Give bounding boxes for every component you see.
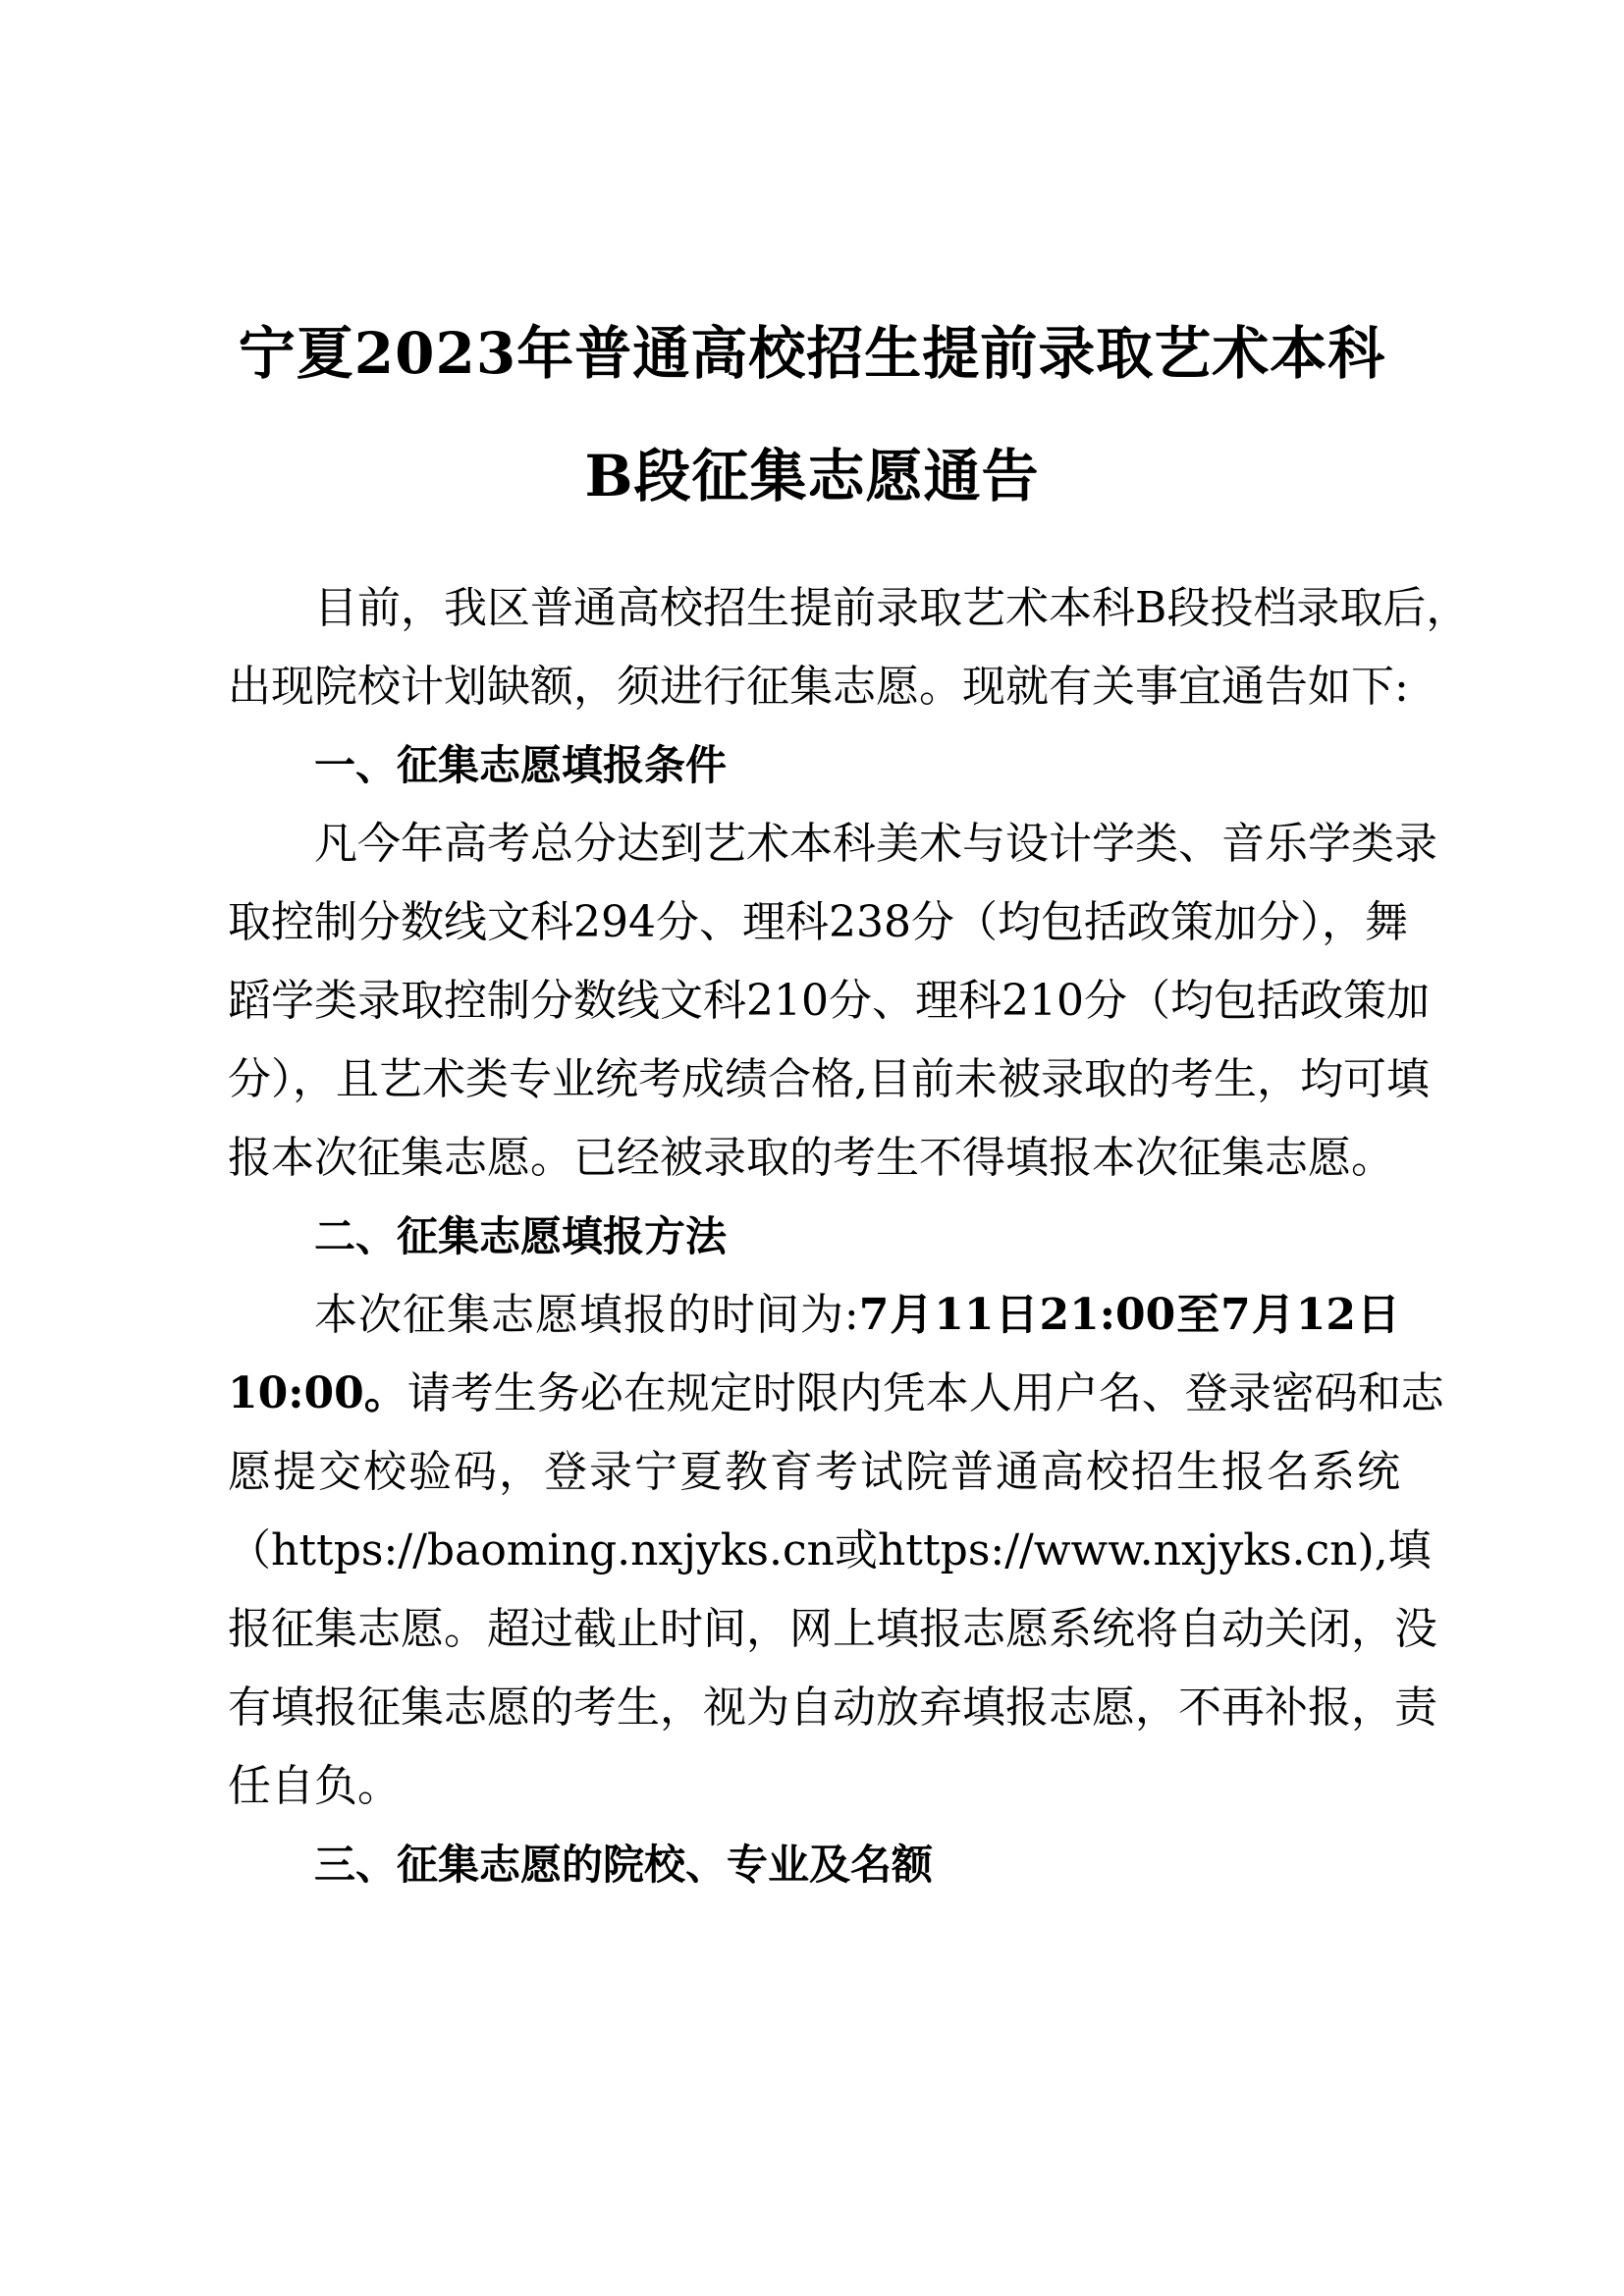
section2-time-start: 7月11日21:00至7月12日 <box>858 1290 1400 1340</box>
section2-line-5: 报征集志愿。超过截止时间，网上填报志愿系统将自动关闭，没 <box>228 1604 1437 1654</box>
document-title-line-2: B段征集志愿通告 <box>584 443 1040 509</box>
section2-instruction: 请考生务必在规定时限内凭本人用户名、登录密码和志 <box>406 1368 1444 1418</box>
section2-line-7: 任自负。 <box>228 1761 401 1811</box>
intro-line-1: 目前，我区普通高校招生提前录取艺术本科B段投档录取后， <box>314 583 1470 633</box>
section2-heading: 二、征集志愿填报方法 <box>314 1212 728 1260</box>
section1-heading: 一、征集志愿填报条件 <box>314 741 728 789</box>
intro-line-2: 出现院校计划缺额，须进行征集志愿。现就有关事宜通告如下: <box>228 662 1409 712</box>
section2-line-6: 有填报征集志愿的考生，视为自动放弃填报志愿，不再补报，责 <box>228 1682 1437 1733</box>
section2-line-1 <box>314 1286 1400 1345</box>
section2-line-4: （https://baoming.nxjyks.cn或https://www.nxjyks.cn),填 <box>228 1525 1432 1575</box>
document-title-line-1: 宁夏2023年普通高校招生提前录取艺术本科 <box>238 320 1386 387</box>
section1-line-1: 凡今年高考总分达到艺术本科美术与设计学类、音乐学类录 <box>314 819 1437 869</box>
section2-line-2 <box>228 1364 1444 1423</box>
section2-time-prefix: 本次征集志愿填报的时间为: <box>314 1290 859 1340</box>
section2-line-3: 愿提交校验码，登录宁夏教育考试院普通高校招生报名系统 <box>228 1447 1400 1497</box>
section1-line-2: 取控制分数线文科294分、理科238分（均包括政策加分），舞 <box>228 897 1408 947</box>
section1-line-4: 分），且艺术类专业统考成绩合格,目前未被录取的考生，均可填 <box>228 1054 1430 1104</box>
section1-line-5: 报本次征集志愿。已经被录取的考生不得填报本次征集志愿。 <box>228 1133 1394 1183</box>
section2-time-end: 10:00。 <box>228 1368 407 1418</box>
section1-line-3: 蹈学类录取控制分数线文科210分、理科210分（均包括政策加 <box>228 976 1430 1026</box>
section3-heading: 三、征集志愿的院校、专业及名额 <box>314 1841 934 1889</box>
